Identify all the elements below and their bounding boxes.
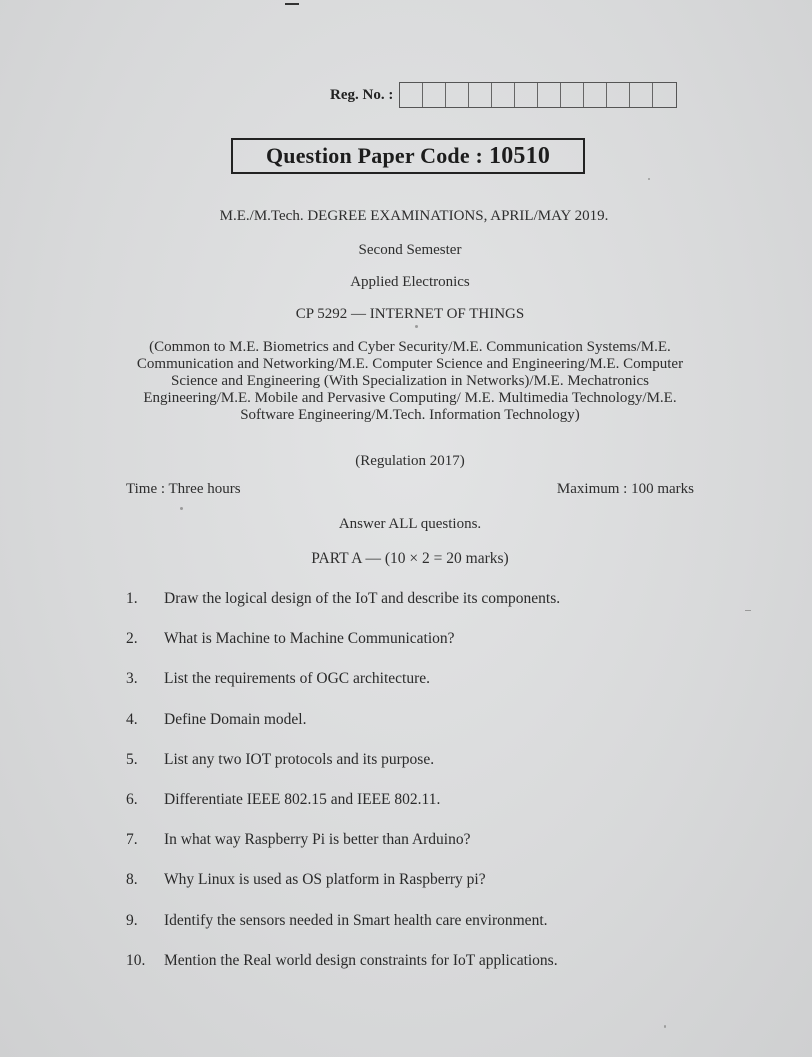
reg-number-box <box>423 83 446 107</box>
question-number: 2. <box>126 630 138 648</box>
instruction-line: Answer ALL questions. <box>338 516 482 532</box>
reg-number-row <box>330 82 677 108</box>
question-list <box>126 590 726 992</box>
part-heading: PART A — (10 × 2 = 20 marks) <box>311 550 509 567</box>
reg-number-label: Reg. No. : <box>330 86 394 103</box>
semester-line: Second Semester <box>358 242 462 258</box>
reg-number-box <box>538 83 561 107</box>
question-text: Differentiate IEEE 802.15 and IEEE 802.11. <box>164 790 441 808</box>
regulation-line: (Regulation 2017) <box>355 453 465 469</box>
question-paper-code-label: Question Paper Code : <box>265 143 484 168</box>
time-marks-row <box>126 481 694 498</box>
question-item <box>126 590 726 630</box>
question-number: 5. <box>126 750 138 768</box>
reg-number-box <box>400 83 423 107</box>
question-text: Draw the logical design of the IoT and describe its components. <box>164 590 561 607</box>
question-item <box>126 711 726 751</box>
scan-speck <box>648 178 650 180</box>
question-paper-code-box <box>231 138 585 174</box>
subject-line: CP 5292 — INTERNET OF THINGS <box>295 306 525 322</box>
reg-number-box <box>630 83 653 107</box>
question-number: 1. <box>126 590 138 607</box>
reg-number-box <box>469 83 492 107</box>
question-item <box>126 791 726 831</box>
question-item <box>126 751 726 791</box>
scan-mark <box>285 3 299 5</box>
question-item <box>126 831 726 871</box>
scan-speck <box>664 1025 666 1028</box>
reg-number-box <box>561 83 584 107</box>
question-text: In what way Raspberry Pi is better than Arduino? <box>164 831 471 849</box>
question-number: 10. <box>126 951 146 969</box>
common-to-paragraph: (Common to M.E. Biometrics and Cyber Security/M.E. Communication Systems/M.E. Communication and Networking/M.E. Computer Science and Engineering/M.E. Computer Science and Engineering (With Specialization in Networks)/M.E. Mechatronics Engineering/M.E. Mobile and Pervasive Computing/ M.E. Multimedia Technology/M.E. Software Engineering/M.Tech. Information Technology) <box>136 339 684 423</box>
question-number: 4. <box>126 710 138 728</box>
question-text: Define Domain model. <box>164 710 307 728</box>
maximum-marks: Maximum : 100 marks <box>556 481 694 497</box>
question-item <box>126 630 726 670</box>
reg-number-box <box>653 83 676 107</box>
reg-number-box <box>446 83 469 107</box>
question-text: List any two IOT protocols and its purpose. <box>164 750 435 768</box>
question-paper-code-value: 10510 <box>489 142 551 169</box>
time-allowed: Time : Three hours <box>126 481 241 497</box>
scan-speck <box>745 610 751 611</box>
question-text: What is Machine to Machine Communication? <box>164 630 455 648</box>
branch-line: Applied Electronics <box>350 274 470 290</box>
question-text: Mention the Real world design constraints for IoT applications. <box>164 951 558 969</box>
question-item <box>126 912 726 952</box>
reg-number-box <box>515 83 538 107</box>
scan-speck <box>415 325 418 328</box>
reg-number-box <box>584 83 607 107</box>
question-item <box>126 952 726 992</box>
question-item <box>126 670 726 710</box>
question-number: 3. <box>126 670 138 688</box>
reg-number-box <box>607 83 630 107</box>
question-text: Identify the sensors needed in Smart health care environment. <box>164 911 548 929</box>
question-number: 8. <box>126 871 138 889</box>
scan-speck <box>180 507 183 510</box>
question-text: List the requirements of OGC architecture. <box>164 670 430 688</box>
degree-line: M.E./M.Tech. DEGREE EXAMINATIONS, APRIL/MAY 2019. <box>219 208 609 224</box>
question-item <box>126 871 726 911</box>
reg-number-boxes <box>399 82 677 108</box>
reg-number-box <box>492 83 515 107</box>
question-number: 6. <box>126 790 138 808</box>
question-number: 9. <box>126 911 138 929</box>
question-text: Why Linux is used as OS platform in Raspberry pi? <box>164 871 486 889</box>
question-number: 7. <box>126 831 138 849</box>
